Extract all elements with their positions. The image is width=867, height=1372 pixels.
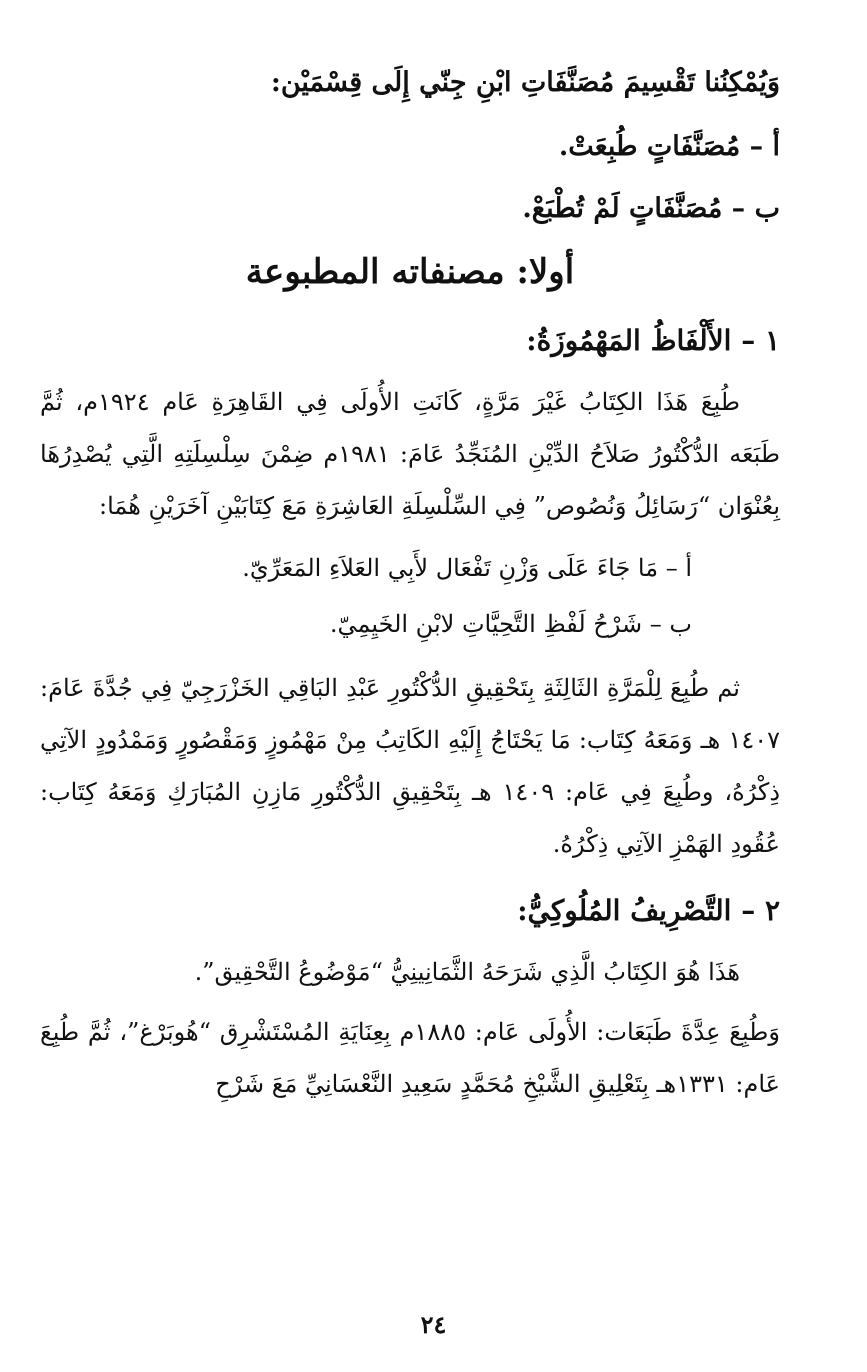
section-title: أولا: مصنفاته المطبوعة bbox=[245, 252, 575, 292]
intro-line: وَيُمْكِنُنا تَقْسِيمَ مُصَنَّفَاتِ ابْنِ جِنّي إِلَى قِسْمَيْن: bbox=[270, 67, 780, 98]
division-list bbox=[40, 116, 780, 240]
document-page bbox=[40, 58, 780, 1118]
item1-paragraph-1: طُبِعَ هَذَا الكِتَابُ غَيْرَ مَرَّةٍ، كَانَتِ الأُولَى فِي القَاهِرَةِ عَام ١٩٢٤م، ثُمَّ طَبَعَه الدُّكْتُورُ صَلاَحُ الدِّيْنِ المُنَجِّدُ عَامَ: ١٩٨١م ضِمْنَ سِلْسِلَتِهِ الَّتِي يُصْدِرُهَا بِعُنْوَان “رَسَائِلُ وَنُصُوص” فِي السِّلْسِلَةِ العَاشِرَةِ مَعَ كِتَابَيْنِ آخَرَيْنِ هُمَا: bbox=[40, 388, 781, 520]
item1-sub-item-b: ب – شَرْحُ لَفْظِ التَّحِيَّاتِ لابْنِ الخَيِمِيّ. bbox=[329, 610, 692, 638]
item2-paragraph-2: وَطُبِعَ عِدَّةَ طَبَعَات: الأُولَى عَام: ١٨٨٥م بِعِنَايَةِ المُسْتَشْرِق “هُوبَرْغ”، ثُمَّ طُبِعَ عَام: ١٣٣١هـ بِتَعْلِيقِ الشَّيْخِ مُحَمَّدٍ سَعِيدِ النَّعْسَانِيِّ مَعَ شَرْحِ bbox=[40, 1018, 780, 1098]
page-number: ٢٤ bbox=[420, 1310, 447, 1339]
item2-paragraph-1: هَذَا هُوَ الكِتَابُ الَّذِي شَرَحَهُ الثَّمَانِينِيُّ “مَوْضُوعُ التَّحْقِيق”. bbox=[194, 958, 740, 986]
item1-heading: ١ – الأَلْفَاظُ المَهْمُوزَةُ: bbox=[526, 324, 780, 357]
division-item-b: ب – مُصَنَّفَاتٍ لَمْ تُطْبَعْ. bbox=[522, 193, 780, 224]
item1-paragraph-2: ثم طُبِعَ لِلْمَرَّةِ الثَالِثَةِ بِتَحْقِيقِ الدُّكْتُورِ عَبْدِ البَاقِي الخَزْرَجِيّ فِي جُدَّةَ عَامَ: ١٤٠٧ هـ وَمَعَهُ كِتَاب: مَا يَحْتَاجُ إِلَيْهِ الكَاتِبُ مِنْ مَهْمُوزٍ وَمَقْصُورٍ وَمَمْدُودٍ الآتِي ذِكْرُهُ، وطُبِعَ فِي عَام: ١٤٠٩ هـ بِتَحْقِيقِ الدُّكْتُورِ مَازِنِ المُبَارَكِ وَمَعَهُ كِتَاب: عُقُودِ الهَمْزِ الآتِي ذِكْرُهُ. bbox=[40, 674, 781, 858]
division-item-a: أ – مُصَنَّفَاتٍ طُبِعَتْ. bbox=[558, 131, 780, 162]
item1-sub-list bbox=[40, 540, 780, 652]
item2-heading: ٢ – التَّصْرِيفُ المُلُوكِيُّ: bbox=[517, 894, 780, 927]
item1-sub-item-a: أ – مَا جَاءَ عَلَى وَزْنِ تَفْعَال لأَبِي العَلاَءِ المَعَرِّيّ. bbox=[242, 554, 692, 582]
